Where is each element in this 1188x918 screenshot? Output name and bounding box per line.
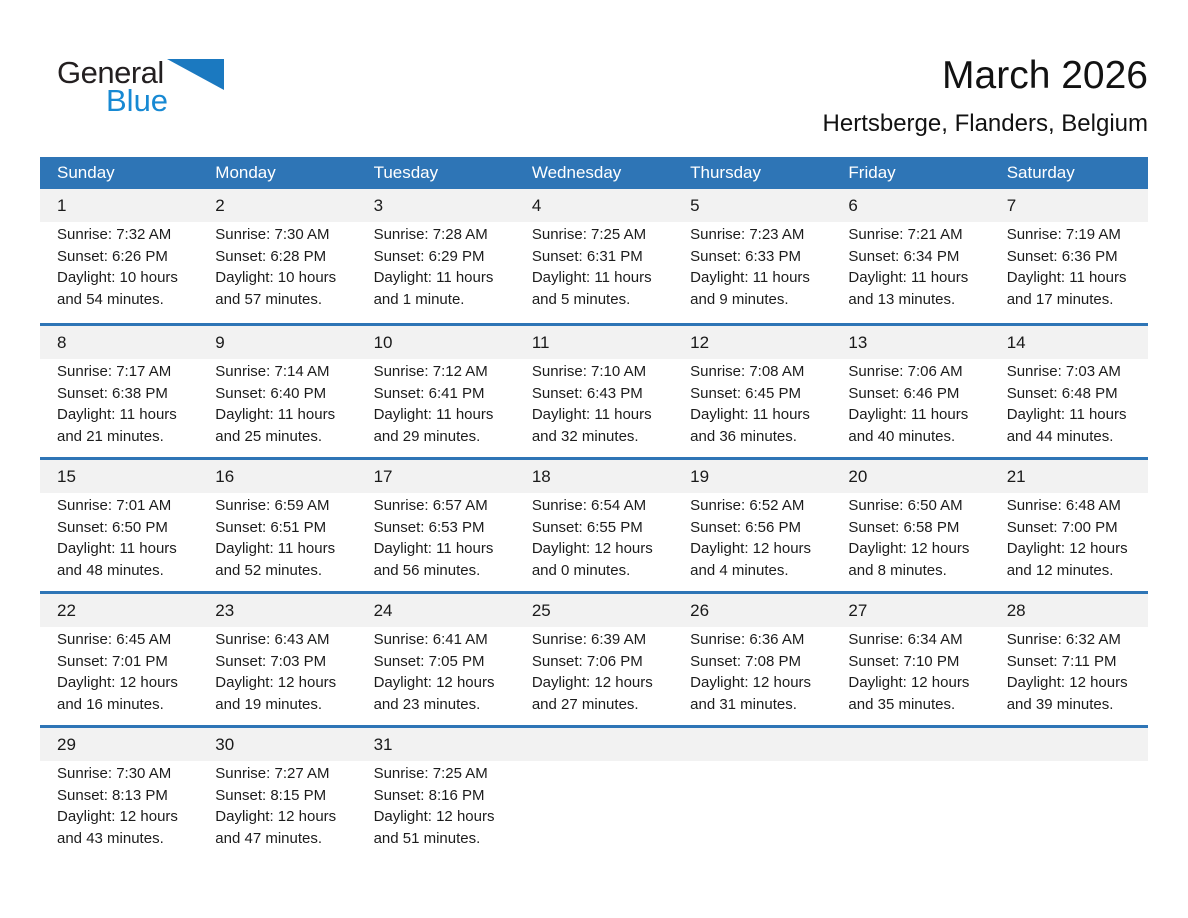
sunset-text: Sunset: 7:08 PM	[690, 652, 802, 670]
day-number: 27	[848, 600, 868, 620]
day-cell-empty	[673, 728, 831, 859]
day-number: 13	[848, 332, 868, 352]
day-cell	[357, 594, 515, 725]
day-number: 18	[531, 466, 551, 486]
week-row-5	[40, 725, 1148, 859]
title-block	[823, 52, 1148, 138]
daylight-text: Daylight: 11 hours and 29 minutes.	[373, 406, 494, 445]
day-number: 23	[215, 600, 235, 620]
day-number: 12	[690, 332, 710, 352]
day-number: 9	[215, 332, 225, 352]
daylight-text: Daylight: 12 hours and 12 minutes.	[1006, 540, 1128, 579]
day-number: 21	[1006, 466, 1026, 486]
day-cell	[198, 594, 356, 725]
day-number: 20	[848, 466, 868, 486]
day-cell	[40, 728, 198, 859]
weekday-monday: Monday	[215, 163, 276, 182]
sunrise-text: Sunrise: 7:25 AM	[373, 765, 488, 782]
day-number: 10	[373, 332, 393, 352]
daylight-text: Daylight: 12 hours and 43 minutes.	[57, 808, 178, 847]
day-cell	[673, 189, 831, 323]
day-cell	[990, 594, 1148, 725]
day-number: 11	[531, 332, 550, 352]
sunrise-text: Sunrise: 6:59 AM	[215, 497, 330, 514]
weekday-tuesday: Tuesday	[373, 163, 439, 182]
sunset-text: Sunset: 7:10 PM	[848, 652, 960, 670]
day-cell	[198, 326, 356, 457]
sunset-text: Sunset: 6:46 PM	[848, 384, 960, 402]
day-number: 3	[373, 195, 384, 215]
sunset-text: Sunset: 7:05 PM	[373, 652, 485, 670]
sunrise-text: Sunrise: 7:32 AM	[57, 226, 172, 243]
day-cell	[515, 460, 673, 591]
day-cell	[831, 189, 989, 323]
sunrise-text: Sunrise: 7:01 AM	[57, 497, 172, 514]
sunset-text: Sunset: 7:06 PM	[531, 652, 643, 670]
sunrise-text: Sunrise: 7:17 AM	[57, 363, 172, 380]
day-cell	[357, 728, 515, 859]
day-number: 2	[215, 195, 225, 215]
sunrise-text: Sunrise: 6:39 AM	[531, 631, 647, 648]
sunset-text: Sunset: 8:16 PM	[373, 786, 485, 804]
day-cell	[673, 594, 831, 725]
day-cell	[357, 460, 515, 591]
sunrise-text: Sunrise: 7:25 AM	[531, 226, 647, 243]
daylight-text: Daylight: 11 hours and 21 minutes.	[57, 406, 177, 445]
sunrise-text: Sunrise: 6:45 AM	[57, 631, 172, 648]
day-number	[848, 728, 984, 761]
sunrise-text: Sunrise: 6:32 AM	[1006, 631, 1121, 648]
day-number: 14	[1006, 332, 1026, 352]
sunset-text: Sunset: 6:26 PM	[57, 247, 168, 265]
day-number: 25	[531, 600, 551, 620]
sunset-text: Sunset: 6:58 PM	[848, 518, 960, 536]
day-cell	[515, 594, 673, 725]
sunrise-text: Sunrise: 7:28 AM	[373, 226, 488, 243]
sunset-text: Sunset: 6:36 PM	[1006, 247, 1118, 265]
sunrise-text: Sunrise: 7:27 AM	[215, 765, 330, 782]
logo-text-blue: Blue	[106, 83, 169, 118]
daylight-text: Daylight: 12 hours and 23 minutes.	[373, 674, 495, 713]
day-cell	[357, 326, 515, 457]
week-row-2	[40, 323, 1148, 457]
daylight-text: Daylight: 11 hours and 32 minutes.	[531, 406, 652, 445]
sunset-text: Sunset: 6:28 PM	[215, 247, 327, 265]
day-number	[690, 728, 826, 761]
day-cell	[357, 189, 515, 323]
sunset-text: Sunset: 7:11 PM	[1006, 652, 1117, 670]
daylight-text: Daylight: 11 hours and 9 minutes.	[690, 269, 810, 308]
sunset-text: Sunset: 6:33 PM	[690, 247, 802, 265]
daylight-text: Daylight: 12 hours and 19 minutes.	[215, 674, 337, 713]
day-cell	[198, 460, 356, 591]
day-cell	[515, 326, 673, 457]
sunset-text: Sunset: 6:53 PM	[373, 518, 485, 536]
daylight-text: Daylight: 11 hours and 56 minutes.	[373, 540, 494, 579]
day-number: 7	[1006, 195, 1017, 215]
day-number: 24	[373, 600, 393, 620]
daylight-text: Daylight: 10 hours and 57 minutes.	[215, 269, 337, 308]
day-cell	[990, 460, 1148, 591]
daylight-text: Daylight: 11 hours and 44 minutes.	[1006, 406, 1127, 445]
day-cell	[831, 594, 989, 725]
sunset-text: Sunset: 6:34 PM	[848, 247, 960, 265]
sunset-text: Sunset: 6:29 PM	[373, 247, 485, 265]
day-number: 5	[690, 195, 700, 215]
sunrise-text: Sunrise: 7:03 AM	[1006, 363, 1121, 380]
day-number: 28	[1006, 600, 1026, 620]
calendar-table	[40, 157, 1148, 859]
sunset-text: Sunset: 8:15 PM	[215, 786, 327, 804]
sunset-text: Sunset: 6:51 PM	[215, 518, 327, 536]
sunrise-text: Sunrise: 7:30 AM	[215, 226, 330, 243]
logo-triangle-icon	[167, 59, 224, 90]
day-number: 22	[57, 600, 76, 620]
daylight-text: Daylight: 11 hours and 48 minutes.	[57, 540, 177, 579]
daylight-text: Daylight: 12 hours and 4 minutes.	[690, 540, 812, 579]
day-cell	[673, 326, 831, 457]
daylight-text: Daylight: 11 hours and 5 minutes.	[531, 269, 652, 308]
sunrise-text: Sunrise: 7:08 AM	[690, 363, 805, 380]
weekday-header-row	[40, 157, 1148, 189]
day-number: 19	[690, 466, 710, 486]
week-row-4	[40, 591, 1148, 725]
day-cell	[831, 326, 989, 457]
daylight-text: Daylight: 11 hours and 13 minutes.	[848, 269, 969, 308]
daylight-text: Daylight: 11 hours and 1 minute.	[373, 269, 494, 308]
daylight-text: Daylight: 12 hours and 0 minutes.	[531, 540, 653, 579]
sunset-text: Sunset: 6:50 PM	[57, 518, 168, 536]
logo-text-general: General	[57, 55, 164, 90]
daylight-text: Daylight: 12 hours and 51 minutes.	[373, 808, 495, 847]
day-cell	[40, 460, 198, 591]
day-number: 1	[57, 195, 67, 215]
sunrise-text: Sunrise: 6:43 AM	[215, 631, 330, 648]
sunrise-text: Sunrise: 6:52 AM	[690, 497, 805, 514]
day-number: 4	[531, 195, 542, 215]
sunset-text: Sunset: 6:41 PM	[373, 384, 485, 402]
sunset-text: Sunset: 6:31 PM	[531, 247, 643, 265]
page-title: March 2026	[942, 54, 1148, 97]
day-number: 17	[373, 466, 393, 486]
weekday-saturday: Saturday	[1006, 163, 1075, 182]
day-number: 29	[57, 734, 76, 754]
weekday-sunday: Sunday	[57, 163, 115, 182]
sunrise-text: Sunrise: 6:50 AM	[848, 497, 963, 514]
day-cell-empty	[515, 728, 673, 859]
page-subtitle: Hertsberge, Flanders, Belgium	[822, 110, 1148, 137]
daylight-text: Daylight: 12 hours and 8 minutes.	[848, 540, 970, 579]
sunrise-text: Sunrise: 7:06 AM	[848, 363, 963, 380]
general-blue-logo	[40, 52, 224, 118]
weekday-friday: Friday	[848, 163, 896, 182]
day-number: 31	[373, 734, 393, 754]
day-number: 16	[215, 466, 235, 486]
sunset-text: Sunset: 6:40 PM	[215, 384, 327, 402]
day-cell	[990, 326, 1148, 457]
sunset-text: Sunset: 6:48 PM	[1006, 384, 1118, 402]
day-cell-empty	[990, 728, 1148, 859]
sunrise-text: Sunrise: 7:12 AM	[373, 363, 488, 380]
daylight-text: Daylight: 11 hours and 17 minutes.	[1006, 269, 1127, 308]
day-cell	[515, 189, 673, 323]
day-cell	[198, 189, 356, 323]
day-cell	[990, 189, 1148, 323]
sunrise-text: Sunrise: 6:57 AM	[373, 497, 488, 514]
day-number: 6	[848, 195, 858, 215]
day-cell	[40, 594, 198, 725]
sunrise-text: Sunrise: 6:54 AM	[531, 497, 647, 514]
page-header	[40, 0, 1148, 157]
day-number: 30	[215, 734, 235, 754]
day-number: 15	[57, 466, 76, 486]
sunset-text: Sunset: 6:38 PM	[57, 384, 168, 402]
daylight-text: Daylight: 10 hours and 54 minutes.	[57, 269, 178, 308]
day-number: 8	[57, 332, 67, 352]
week-row-1	[40, 189, 1148, 323]
sunrise-text: Sunrise: 6:34 AM	[848, 631, 963, 648]
weekday-thursday: Thursday	[690, 163, 762, 182]
day-number	[1007, 728, 1143, 761]
daylight-text: Daylight: 12 hours and 27 minutes.	[531, 674, 653, 713]
sunset-text: Sunset: 8:13 PM	[57, 786, 168, 804]
sunrise-text: Sunrise: 6:41 AM	[373, 631, 488, 648]
day-cell-empty	[831, 728, 989, 859]
sunset-text: Sunset: 6:56 PM	[690, 518, 802, 536]
sunrise-text: Sunrise: 7:14 AM	[215, 363, 330, 380]
daylight-text: Daylight: 11 hours and 40 minutes.	[848, 406, 969, 445]
sunset-text: Sunset: 7:00 PM	[1006, 518, 1118, 536]
daylight-text: Daylight: 11 hours and 25 minutes.	[215, 406, 336, 445]
day-cell	[673, 460, 831, 591]
sunrise-text: Sunrise: 7:23 AM	[690, 226, 805, 243]
sunset-text: Sunset: 7:03 PM	[215, 652, 327, 670]
daylight-text: Daylight: 12 hours and 31 minutes.	[690, 674, 812, 713]
day-cell	[198, 728, 356, 859]
sunset-text: Sunset: 7:01 PM	[57, 652, 168, 670]
day-cell	[831, 460, 989, 591]
sunrise-text: Sunrise: 6:48 AM	[1006, 497, 1121, 514]
sunrise-text: Sunrise: 6:36 AM	[690, 631, 805, 648]
daylight-text: Daylight: 12 hours and 16 minutes.	[57, 674, 178, 713]
sunset-text: Sunset: 6:55 PM	[531, 518, 643, 536]
day-number	[532, 728, 668, 761]
day-number: 26	[690, 600, 710, 620]
sunrise-text: Sunrise: 7:21 AM	[848, 226, 963, 243]
daylight-text: Daylight: 12 hours and 39 minutes.	[1006, 674, 1128, 713]
sunset-text: Sunset: 6:43 PM	[531, 384, 643, 402]
sunset-text: Sunset: 6:45 PM	[690, 384, 802, 402]
daylight-text: Daylight: 12 hours and 35 minutes.	[848, 674, 970, 713]
weekday-wednesday: Wednesday	[531, 163, 622, 182]
day-cell	[40, 189, 198, 323]
sunrise-text: Sunrise: 7:19 AM	[1006, 226, 1121, 243]
daylight-text: Daylight: 11 hours and 36 minutes.	[690, 406, 810, 445]
daylight-text: Daylight: 12 hours and 47 minutes.	[215, 808, 337, 847]
sunrise-text: Sunrise: 7:10 AM	[531, 363, 647, 380]
sunrise-text: Sunrise: 7:30 AM	[57, 765, 172, 782]
daylight-text: Daylight: 11 hours and 52 minutes.	[215, 540, 336, 579]
day-cell	[40, 326, 198, 457]
week-row-3	[40, 457, 1148, 591]
